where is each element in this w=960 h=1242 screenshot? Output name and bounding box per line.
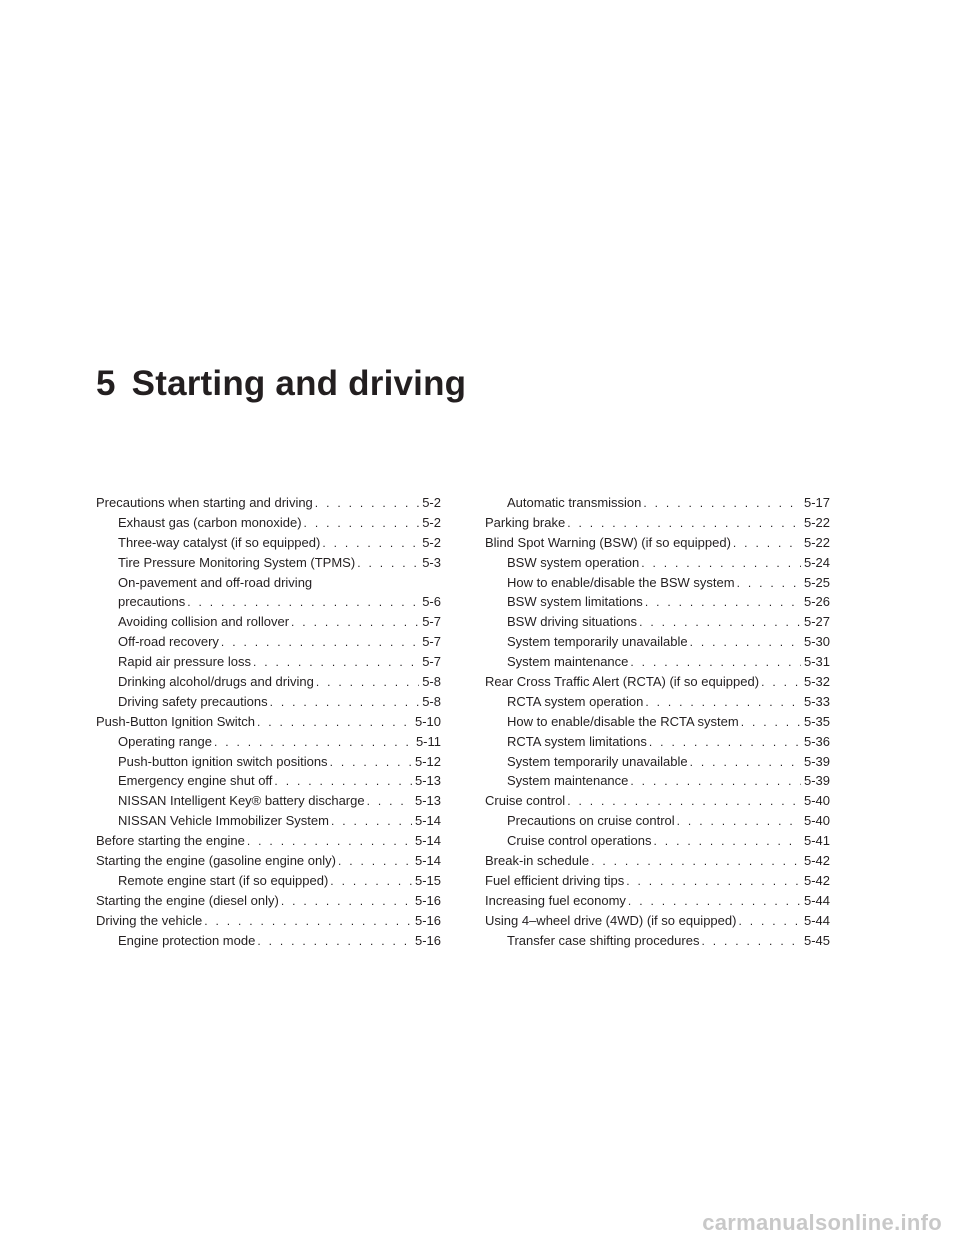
toc-entry-page: 5-17 bbox=[803, 495, 830, 510]
toc-entry-title: Precautions on cruise control bbox=[507, 813, 675, 829]
toc-entry-title: Cruise control operations bbox=[507, 833, 652, 849]
toc-entry[interactable] bbox=[485, 771, 830, 791]
toc-entry-title: Starting the engine (diesel only) bbox=[96, 892, 279, 908]
toc-entry[interactable] bbox=[96, 931, 441, 951]
toc-entry-title: BSW system limitations bbox=[507, 594, 643, 610]
toc-leader-dots bbox=[330, 753, 412, 773]
toc-entry-page: 5-41 bbox=[803, 833, 830, 849]
toc-entry[interactable] bbox=[485, 931, 830, 951]
toc-leader-dots bbox=[257, 932, 412, 952]
toc-entry[interactable] bbox=[96, 891, 441, 911]
toc-entry-title: Break-in schedule bbox=[485, 853, 590, 869]
toc-entry[interactable] bbox=[485, 811, 830, 831]
toc-entry[interactable] bbox=[485, 513, 830, 533]
toc-entry-title: System temporarily unavailable bbox=[507, 634, 688, 650]
toc-leader-dots bbox=[630, 653, 801, 673]
toc-entry[interactable] bbox=[485, 851, 830, 871]
toc-entry-title: Cruise control bbox=[485, 793, 566, 809]
watermark: carmanualsonline.info bbox=[702, 1210, 942, 1235]
toc-entry-page: 5-7 bbox=[422, 614, 441, 630]
toc-leader-dots bbox=[626, 872, 801, 892]
toc-entry-title: System maintenance bbox=[507, 654, 629, 670]
toc-entry-page: 5-2 bbox=[422, 514, 441, 530]
toc-entry[interactable] bbox=[96, 632, 441, 652]
toc-entry-page: 5-14 bbox=[414, 853, 441, 869]
toc-leader-dots bbox=[645, 593, 801, 613]
toc-entry[interactable] bbox=[96, 493, 441, 513]
toc-entry-title: System maintenance bbox=[507, 773, 629, 789]
toc-leader-dots bbox=[221, 633, 419, 653]
toc-entry-title: Blind Spot Warning (BSW) (if so equipped) bbox=[485, 534, 731, 550]
toc-leader-dots bbox=[639, 613, 801, 633]
toc-leader-dots bbox=[291, 613, 419, 633]
toc-entry-title: precautions bbox=[118, 594, 186, 610]
toc-entry[interactable] bbox=[485, 632, 830, 652]
toc-leader-dots bbox=[733, 534, 801, 554]
toc-entry-title: RCTA system operation bbox=[507, 693, 644, 709]
toc-entry-title: Starting the engine (gasoline engine only) bbox=[96, 853, 336, 869]
toc-entry[interactable] bbox=[485, 752, 830, 772]
toc-entry-page: 5-31 bbox=[803, 654, 830, 670]
toc-entry-page: 5-39 bbox=[803, 773, 830, 789]
toc-entry-title: How to enable/disable the RCTA system bbox=[507, 713, 739, 729]
toc-entry[interactable] bbox=[485, 712, 830, 732]
toc-entry[interactable] bbox=[485, 592, 830, 612]
toc-entry-page: 5-44 bbox=[803, 892, 830, 908]
toc-entry-title: Parking brake bbox=[485, 514, 566, 530]
toc-leader-dots bbox=[357, 554, 419, 574]
toc-entry-page: 5-7 bbox=[422, 654, 441, 670]
toc-leader-dots bbox=[367, 792, 412, 812]
toc-entry-page: 5-15 bbox=[414, 872, 441, 888]
toc-leader-dots bbox=[628, 892, 801, 912]
toc-entry[interactable] bbox=[485, 573, 830, 593]
toc-entry[interactable] bbox=[96, 573, 441, 593]
toc-entry-title: Three-way catalyst (if so equipped) bbox=[118, 534, 321, 550]
toc-entry[interactable] bbox=[485, 493, 830, 513]
toc-entry-page: 5-42 bbox=[803, 872, 830, 888]
toc-entry[interactable] bbox=[96, 851, 441, 871]
toc-leader-dots bbox=[257, 713, 412, 733]
toc-left-column bbox=[96, 493, 441, 950]
chapter-title bbox=[96, 364, 466, 404]
toc-entry-title: Push-button ignition switch positions bbox=[118, 753, 328, 769]
toc-entry-page: 5-39 bbox=[803, 753, 830, 769]
toc-leader-dots bbox=[761, 673, 801, 693]
toc-entry-page: 5-25 bbox=[803, 574, 830, 590]
toc-entry-title: Before starting the engine bbox=[96, 833, 245, 849]
toc-entry-page: 5-24 bbox=[803, 554, 830, 570]
toc-entry[interactable] bbox=[485, 553, 830, 573]
toc-entry-page: 5-33 bbox=[803, 693, 830, 709]
toc-entry-title: Operating range bbox=[118, 733, 212, 749]
toc-entry-page: 5-14 bbox=[414, 833, 441, 849]
chapter-title-text: Starting and driving bbox=[131, 364, 467, 403]
toc-entry[interactable] bbox=[96, 831, 441, 851]
toc-leader-dots bbox=[690, 753, 801, 773]
chapter-number: 5 bbox=[96, 364, 116, 403]
toc-entry-title: On-pavement and off-road driving bbox=[118, 574, 313, 590]
toc-leader-dots bbox=[591, 852, 801, 872]
toc-entry-title: How to enable/disable the BSW system bbox=[507, 574, 735, 590]
toc-leader-dots bbox=[247, 832, 412, 852]
toc-entry-title: Emergency engine shut off bbox=[118, 773, 273, 789]
toc-entry-page: 5-44 bbox=[803, 912, 830, 928]
toc-entry-page: 5-45 bbox=[803, 932, 830, 948]
toc-entry-page: 5-2 bbox=[422, 495, 441, 510]
toc-leader-dots bbox=[214, 733, 413, 753]
toc-entry-page: 5-30 bbox=[803, 634, 830, 650]
toc-entry[interactable] bbox=[96, 612, 441, 632]
toc-entry-title: RCTA system limitations bbox=[507, 733, 647, 749]
toc-entry-title: Rapid air pressure loss bbox=[118, 654, 251, 670]
toc-right-column bbox=[485, 493, 830, 950]
toc-entry-page: 5-40 bbox=[803, 793, 830, 809]
toc-entry[interactable] bbox=[96, 652, 441, 672]
toc-entry-title: System temporarily unavailable bbox=[507, 753, 688, 769]
toc-entry[interactable] bbox=[96, 752, 441, 772]
toc-entry[interactable] bbox=[96, 712, 441, 732]
toc-entry[interactable] bbox=[96, 771, 441, 791]
toc-entry-title: Automatic transmission bbox=[507, 495, 642, 510]
toc-entry[interactable] bbox=[485, 652, 830, 672]
toc-leader-dots bbox=[315, 494, 419, 514]
toc-entry-page: 5-6 bbox=[422, 594, 441, 610]
toc-entry[interactable] bbox=[96, 871, 441, 891]
toc-leader-dots bbox=[322, 534, 419, 554]
toc-leader-dots bbox=[204, 912, 412, 932]
toc-leader-dots bbox=[643, 494, 801, 514]
toc-entry-page: 5-12 bbox=[414, 753, 441, 769]
toc-entry-title: NISSAN Vehicle Immobilizer System bbox=[118, 813, 329, 829]
toc-entry-page: 5-22 bbox=[803, 514, 830, 530]
toc-entry-page: 5-2 bbox=[422, 534, 441, 550]
toc-entry-page: 5-32 bbox=[803, 674, 830, 690]
toc-entry-page: 5-11 bbox=[415, 733, 441, 749]
toc-entry[interactable] bbox=[485, 831, 830, 851]
toc-entry-page: 5-42 bbox=[803, 853, 830, 869]
toc-entry[interactable] bbox=[96, 791, 441, 811]
toc-entry[interactable] bbox=[96, 672, 441, 692]
toc-leader-dots bbox=[654, 832, 801, 852]
toc-entry[interactable] bbox=[96, 553, 441, 573]
toc-entry[interactable] bbox=[485, 672, 830, 692]
toc-leader-dots bbox=[567, 792, 801, 812]
toc-entry[interactable] bbox=[485, 692, 830, 712]
toc-entry-page: 5-16 bbox=[414, 932, 441, 948]
toc-entry-title: Fuel efficient driving tips bbox=[485, 872, 625, 888]
toc-leader-dots bbox=[338, 852, 412, 872]
toc-entry[interactable] bbox=[96, 732, 441, 752]
toc-leader-dots bbox=[649, 733, 801, 753]
toc-entry-title: Driving the vehicle bbox=[96, 912, 203, 928]
toc-entry[interactable] bbox=[485, 732, 830, 752]
toc-entry-title: Rear Cross Traffic Alert (RCTA) (if so equipped) bbox=[485, 674, 760, 690]
toc-leader-dots bbox=[677, 812, 801, 832]
toc-entry-title: BSW driving situations bbox=[507, 614, 638, 630]
toc-leader-dots bbox=[738, 912, 801, 932]
toc-entry[interactable] bbox=[485, 612, 830, 632]
toc-entry[interactable] bbox=[96, 533, 441, 553]
toc-leader-dots bbox=[304, 514, 420, 534]
toc-entry-page: 5-7 bbox=[422, 634, 441, 650]
toc-entry-title: Avoiding collision and rollover bbox=[118, 614, 290, 630]
toc-leader-dots bbox=[253, 653, 419, 673]
toc-entry-title: Off-road recovery bbox=[118, 634, 219, 650]
toc-entry-title: Precautions when starting and driving bbox=[96, 495, 313, 510]
toc-entry-page: 5-27 bbox=[803, 614, 830, 630]
toc-entry-title: BSW system operation bbox=[507, 554, 640, 570]
toc-entry[interactable] bbox=[96, 692, 441, 712]
toc-entry-page: 5-3 bbox=[422, 554, 441, 570]
toc-leader-dots bbox=[331, 812, 412, 832]
toc-entry[interactable] bbox=[485, 891, 830, 911]
toc-entry[interactable] bbox=[485, 871, 830, 891]
toc-entry-page: 5-10 bbox=[414, 713, 441, 729]
toc-entry-page: 5-35 bbox=[803, 713, 830, 729]
toc-entry-page: 5-16 bbox=[414, 892, 441, 908]
toc-entry[interactable] bbox=[485, 791, 830, 811]
toc-leader-dots bbox=[316, 673, 419, 693]
toc-entry-page: 5-13 bbox=[414, 773, 441, 789]
toc-entry[interactable] bbox=[96, 911, 441, 931]
toc-entry-page: 5-26 bbox=[803, 594, 830, 610]
toc-entry-page: 5-40 bbox=[803, 813, 830, 829]
toc-leader-dots bbox=[645, 693, 801, 713]
toc-entry-title: Drinking alcohol/drugs and driving bbox=[118, 674, 314, 690]
toc-entry-title: Using 4–wheel drive (4WD) (if so equipped) bbox=[485, 912, 737, 928]
toc-leader-dots bbox=[690, 633, 801, 653]
toc-leader-dots bbox=[567, 514, 801, 534]
toc-leader-dots bbox=[641, 554, 801, 574]
toc-leader-dots bbox=[274, 772, 412, 792]
toc-leader-dots bbox=[270, 693, 420, 713]
toc-entry[interactable] bbox=[96, 592, 441, 612]
toc-entry-title: Exhaust gas (carbon monoxide) bbox=[118, 514, 302, 530]
toc-entry-page: 5-36 bbox=[803, 733, 830, 749]
toc-entry-page: 5-22 bbox=[803, 534, 830, 550]
toc-entry-title: NISSAN Intelligent Key® battery discharge bbox=[118, 793, 365, 809]
toc-leader-dots bbox=[630, 772, 801, 792]
toc-entry-page: 5-13 bbox=[414, 793, 441, 809]
toc-leader-dots bbox=[187, 593, 419, 613]
toc-entry-title: Increasing fuel economy bbox=[485, 892, 626, 908]
toc-entry[interactable] bbox=[485, 911, 830, 931]
toc-entry-title: Tire Pressure Monitoring System (TPMS) bbox=[118, 554, 356, 570]
toc-leader-dots bbox=[330, 872, 412, 892]
toc-leader-dots bbox=[701, 932, 801, 952]
toc-entry-page: 5-14 bbox=[414, 813, 441, 829]
toc-leader-dots bbox=[281, 892, 412, 912]
toc-entry[interactable] bbox=[485, 533, 830, 553]
toc-entry-title: Transfer case shifting procedures bbox=[507, 932, 700, 948]
toc-entry[interactable] bbox=[96, 811, 441, 831]
toc-leader-dots bbox=[737, 574, 801, 594]
toc-leader-dots bbox=[741, 713, 801, 733]
toc-entry-page: 5-8 bbox=[422, 693, 441, 709]
toc-entry[interactable] bbox=[96, 513, 441, 533]
toc-entry-page: 5-16 bbox=[414, 912, 441, 928]
toc-entry-title: Engine protection mode bbox=[118, 932, 256, 948]
toc-entry-title: Push-Button Ignition Switch bbox=[96, 713, 255, 729]
toc-entry-title: Remote engine start (if so equipped) bbox=[118, 872, 329, 888]
toc-entry-title: Driving safety precautions bbox=[118, 693, 268, 709]
toc-entry-page: 5-8 bbox=[422, 674, 441, 690]
